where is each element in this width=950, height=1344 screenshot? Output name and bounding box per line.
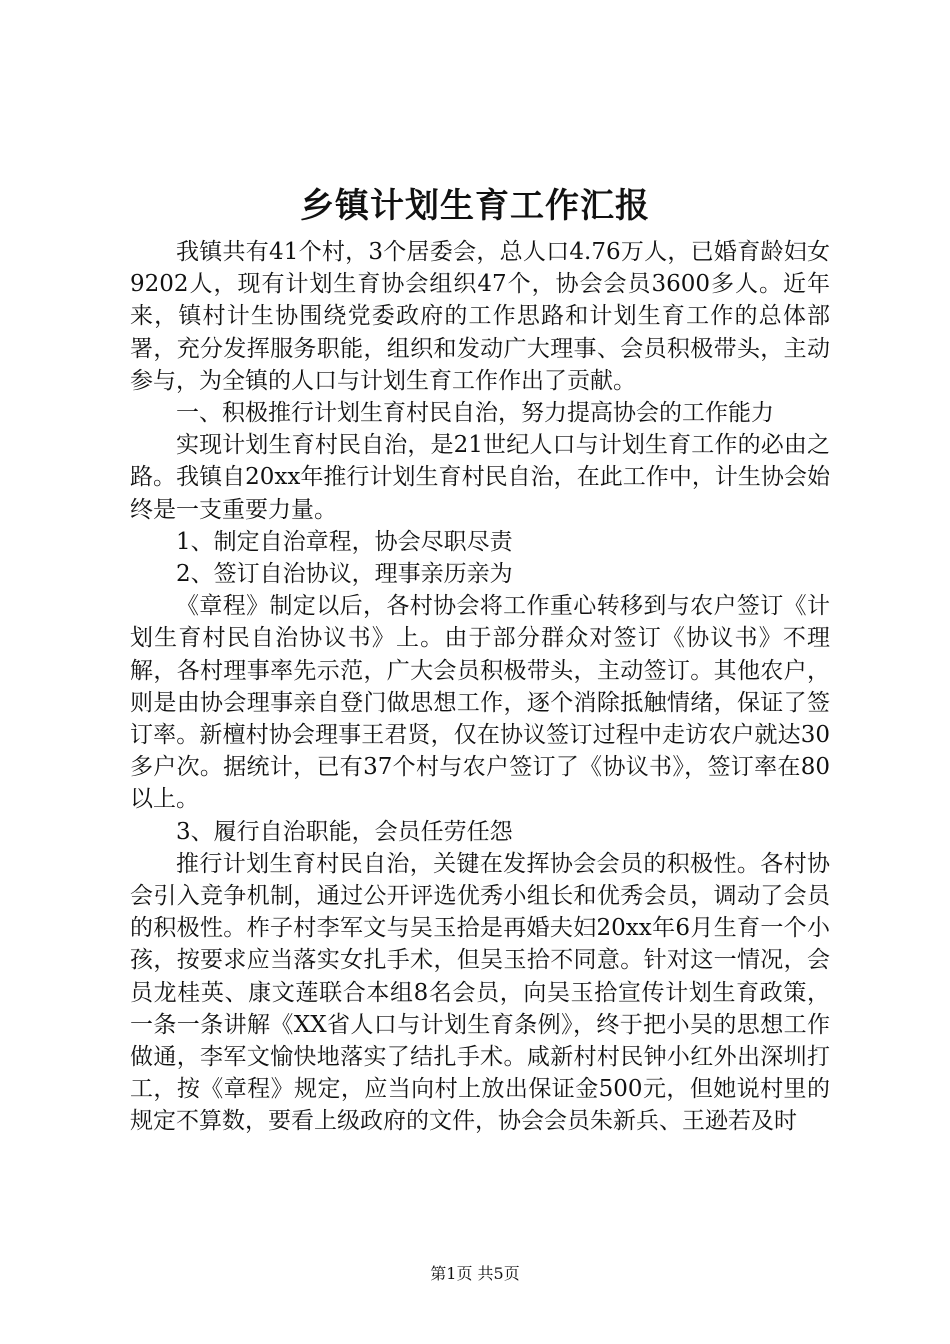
document-body bbox=[130, 236, 830, 1138]
paragraph-section-1: 实现计划生育村民自治，是21世纪人口与计划生育工作的必由之路。我镇自20xx年推行计划生育村民自治，在此工作中，计生协会始终是一支重要力量。 bbox=[130, 432, 830, 523]
document-title: 乡镇计划生育工作汇报 bbox=[300, 186, 650, 226]
page-footer: 第1页 共5页 bbox=[430, 1264, 520, 1283]
section-heading-1: 一、积极推行计划生育村民自治，努力提高协会的工作能力 bbox=[176, 400, 774, 427]
subheading-3: 3、履行自治职能，会员任劳任怨 bbox=[176, 818, 513, 845]
paragraph-subsection-3: 推行计划生育村民自治，关键在发挥协会会员的积极性。各村协会引入竞争机制，通过公开评选优秀小组长和优秀会员，调动了会员的积极性。柞子村李军文与吴玉拾是再婚夫妇20xx年6月生育一个小孩，按要求应当落实女扎手术，但吴玉拾不同意。针对这一情况，会员龙桂英、康文莲联合本组8名会员，向吴玉拾宣传计划生育政策，一条一条讲解《XX省人口与计划生育条例》，终于把小吴的思想工作做通，李军文愉快地落实了结扎手术。咸新村村民钟小红外出深圳打工，按《章程》规定，应当向村上放出保证金500元，但她说村里的规定不算数，要看上级政府的文件，协会会员朱新兵、王逊若及时 bbox=[130, 850, 830, 1135]
subheading-2: 2、签订自治协议，理事亲历亲为 bbox=[176, 561, 513, 588]
subheading-1: 1、制定自治章程，协会尽职尽责 bbox=[176, 528, 513, 555]
paragraph-intro: 我镇共有41个村，3个居委会，总人口4.76万人，已婚育龄妇女9202人，现有计划生育协会组织47个，协会会员3600多人。近年来，镇村计生协围绕党委政府的工作思路和计划生育工作的总体部署，充分发挥服务职能，组织和发动广大理事、会员积极带头，主动参与，为全镇的人口与计划生育工作作出了贡献。 bbox=[130, 239, 830, 394]
paragraph-subsection-2: 《章程》制定以后，各村协会将工作重心转移到与农户签订《计划生育村民自治协议书》上。由于部分群众对签订《协议书》不理解，各村理事率先示范，广大会员积极带头，主动签订。其他农户，则是由协会理事亲自登门做思想工作，逐个消除抵触情绪，保证了签订率。新檀村协会理事王君贤，仅在协议签订过程中走访农户就达30多户次。据统计，已有37个村与农户签订了《协议书》，签订率在80以上。 bbox=[130, 593, 830, 813]
